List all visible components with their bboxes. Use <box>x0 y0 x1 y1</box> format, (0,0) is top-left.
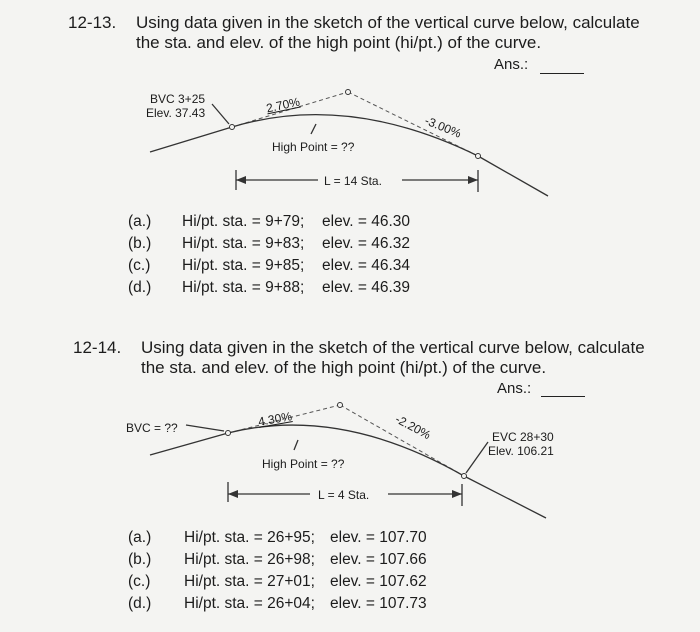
bvc-label: BVC 3+25 <box>150 92 206 106</box>
option-elevation: elev. = 107.66 <box>330 551 427 568</box>
option-station: Hi/pt. sta. = 9+83; <box>182 235 305 252</box>
high-point-label: High Point = ?? <box>262 457 345 471</box>
option-letter[interactable]: (c.) <box>128 257 151 274</box>
pvi-point <box>338 403 343 408</box>
option-letter[interactable]: (d.) <box>128 595 152 612</box>
option-elevation: elev. = 46.39 <box>322 279 411 296</box>
option-station: Hi/pt. sta. = 9+88; <box>182 279 305 296</box>
option-elevation: elev. = 107.73 <box>330 595 427 612</box>
evc-point <box>476 154 481 159</box>
grade-in-label: 2.70% <box>264 94 302 116</box>
curve-length-label: L = 4 Sta. <box>318 488 370 502</box>
bvc-leader <box>186 425 224 431</box>
high-point-leader <box>311 124 316 134</box>
option-letter[interactable]: (b.) <box>128 235 152 252</box>
evc-label: EVC 28+30 <box>492 430 554 444</box>
evc-leader <box>466 442 488 473</box>
option-station: Hi/pt. sta. = 27+01; <box>184 573 315 590</box>
option-station: Hi/pt. sta. = 26+98; <box>184 551 315 568</box>
high-point-label: High Point = ?? <box>272 140 355 154</box>
grade-out-label: -3.00% <box>422 113 464 141</box>
bvc-leader <box>212 104 229 124</box>
question-text: Using data given in the sketch of the vertical curve below, calculate <box>141 338 645 357</box>
option-letter[interactable]: (a.) <box>128 529 152 546</box>
option-letter[interactable]: (d.) <box>128 279 152 296</box>
arrow-right-head <box>468 176 478 184</box>
option-elevation: elev. = 107.70 <box>330 529 427 546</box>
entry-tangent <box>150 433 228 455</box>
exit-tangent <box>464 476 546 518</box>
option-letter[interactable]: (a.) <box>128 213 152 230</box>
answer-label: Ans.: <box>494 56 529 73</box>
option-letter[interactable]: (c.) <box>128 573 151 590</box>
curve-length-label: L = 14 Sta. <box>324 174 382 188</box>
option-station: Hi/pt. sta. = 26+95; <box>184 529 315 546</box>
answer-label: Ans.: <box>497 380 532 397</box>
problem-number: 12-13. <box>68 13 117 32</box>
option-letter[interactable]: (b.) <box>128 551 152 568</box>
arrow-left-head <box>228 490 238 498</box>
grade-out-label: -2.20% <box>392 411 434 443</box>
pvi-point <box>346 90 351 95</box>
bvc-elevation-label: Elev. 37.43 <box>146 106 206 120</box>
exit-tangent <box>478 156 548 196</box>
bvc-point <box>226 431 231 436</box>
option-elevation: elev. = 46.32 <box>322 235 411 252</box>
question-text: the sta. and elev. of the high point (hi/pt.) of the curve. <box>141 358 547 377</box>
option-station: Hi/pt. sta. = 9+79; <box>182 213 305 230</box>
problem-number: 12-14. <box>73 338 122 357</box>
option-elevation: elev. = 46.34 <box>322 257 411 274</box>
entry-tangent <box>150 127 232 152</box>
evc-point <box>462 474 467 479</box>
arrow-left-head <box>236 176 246 184</box>
option-station: Hi/pt. sta. = 26+04; <box>184 595 315 612</box>
grade-in-label: 4.30% <box>257 409 293 429</box>
high-point-leader <box>294 440 298 450</box>
question-text: the sta. and elev. of the high point (hi/pt.) of the curve. <box>136 33 542 52</box>
evc-elevation-label: Elev. 106.21 <box>488 444 554 458</box>
option-elevation: elev. = 46.30 <box>322 213 411 230</box>
option-station: Hi/pt. sta. = 9+85; <box>182 257 305 274</box>
option-elevation: elev. = 107.62 <box>330 573 427 590</box>
question-text: Using data given in the sketch of the vertical curve below, calculate <box>136 13 640 32</box>
bvc-point <box>230 125 235 130</box>
bvc-label: BVC = ?? <box>126 421 178 435</box>
answer-blank[interactable] <box>541 396 585 397</box>
arrow-right-head <box>452 490 462 498</box>
